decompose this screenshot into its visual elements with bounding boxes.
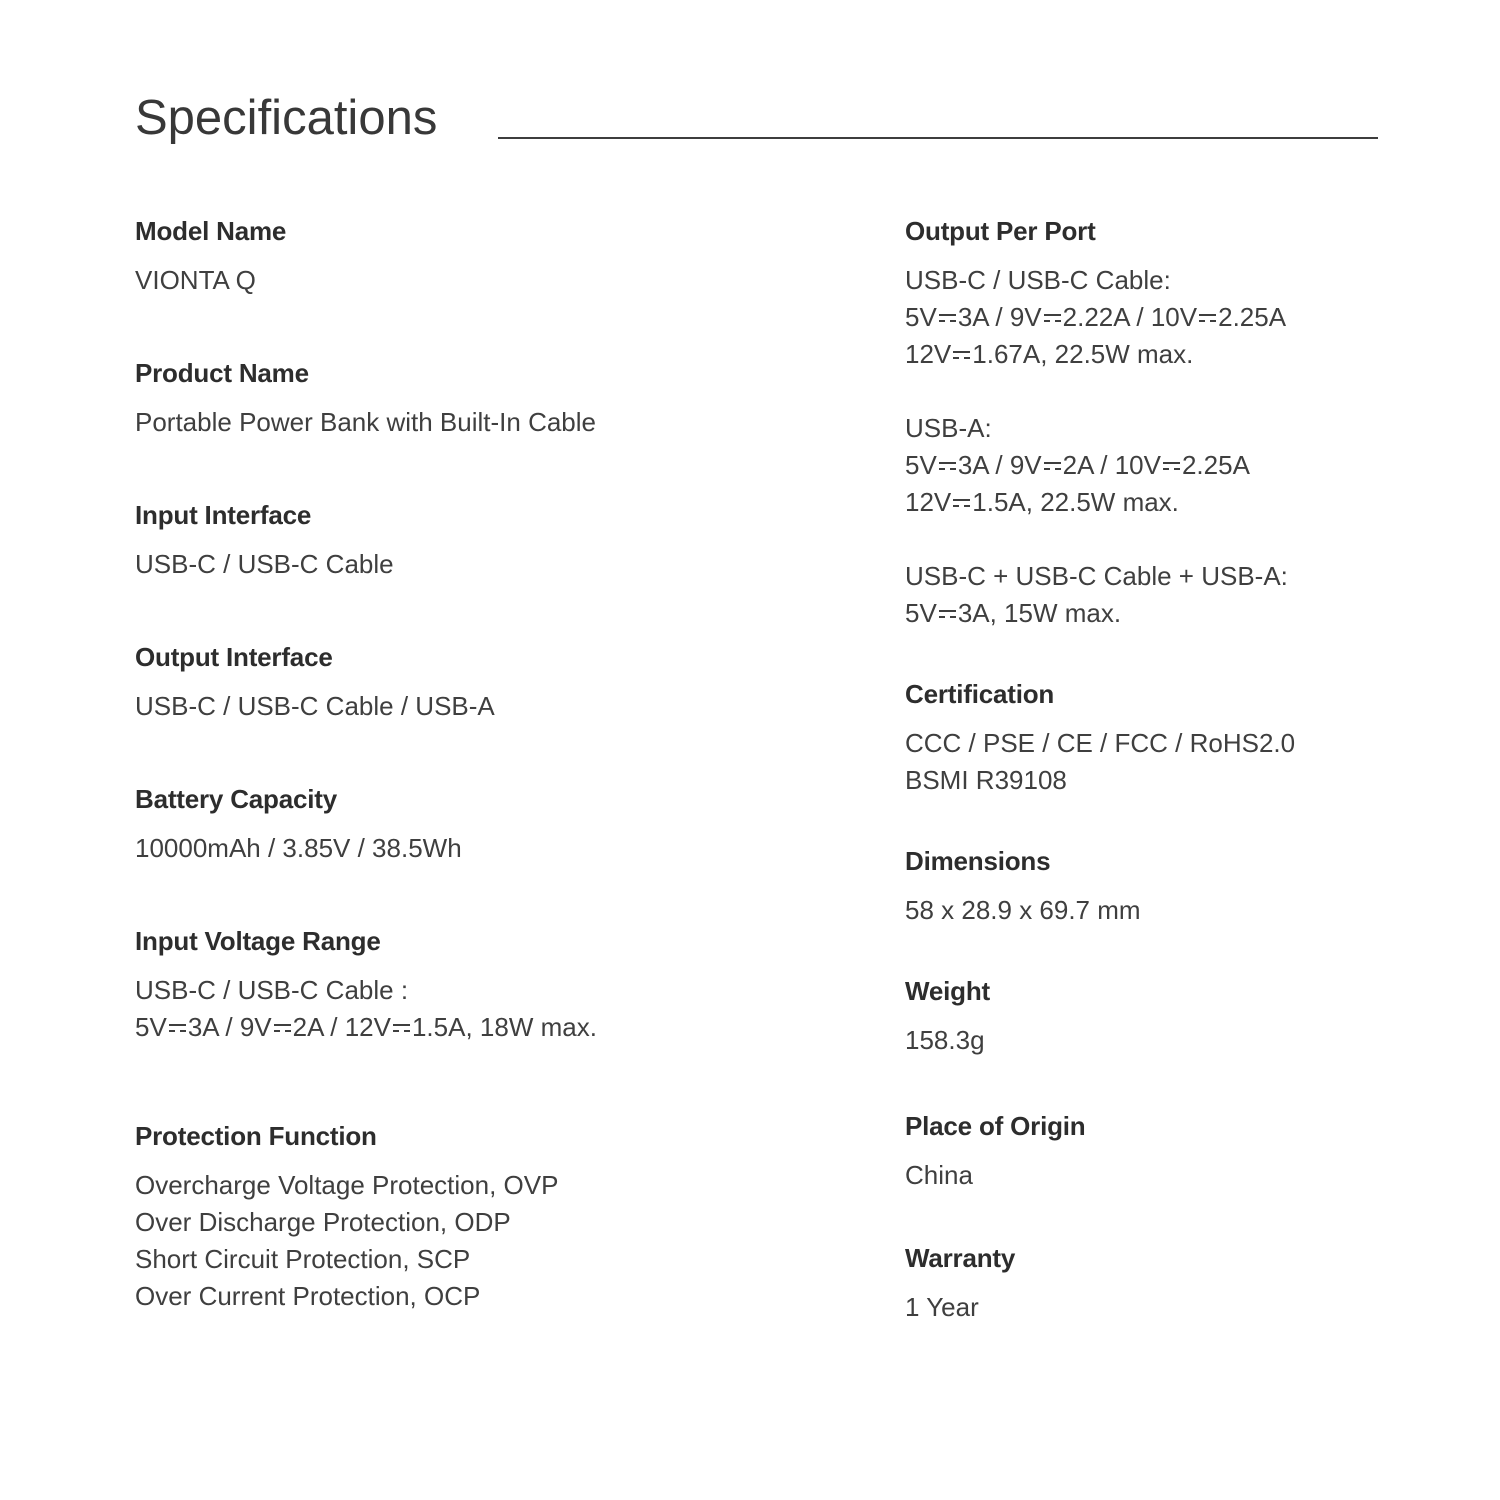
dc-symbol-icon [393,1023,410,1036]
dc-symbol-icon [953,498,970,511]
output-mode-group-usb-a [905,410,1445,521]
spec-label-output-interface: Output Interface [135,642,333,672]
spec-section-place-of-origin [905,1110,1445,1194]
dc-symbol-icon [169,1023,186,1036]
spec-label-battery-capacity: Battery Capacity [135,784,337,814]
spec-section-product-name [135,357,775,441]
spec-value-line: Over Current Protection, OCP [135,1281,481,1311]
spec-section-input-voltage-range [135,925,775,1046]
spec-value-line: 58 x 28.9 x 69.7 mm [905,895,1141,925]
spec-section-protection-function [135,1120,775,1315]
spec-section-battery-capacity [135,783,775,867]
dc-symbol-icon [1163,461,1180,474]
dc-symbol-icon [1044,461,1061,474]
title-rule [498,137,1378,139]
spec-value-line: BSMI R39108 [905,765,1067,795]
spec-section-model-name [135,215,775,299]
spec-section-certification [905,678,1445,799]
spec-value-line: 5V 3A, 15W max. [905,598,1122,628]
spec-column-left [135,215,775,1397]
dc-symbol-icon [939,313,956,326]
spec-label-place-of-origin: Place of Origin [905,1111,1086,1141]
spec-label-output-per-port: Output Per Port [905,216,1096,246]
spec-value-line: VIONTA Q [135,265,256,295]
spec-label-weight: Weight [905,976,990,1006]
dc-symbol-icon [274,1023,291,1036]
spec-section-output-per-port [905,215,1445,632]
spec-label-input-voltage-range: Input Voltage Range [135,926,381,956]
spec-value-line: USB-C / USB-C Cable: [905,265,1171,295]
spec-value-line: USB-C + USB-C Cable + USB-A: [905,561,1288,591]
spec-value-line: USB-C / USB-C Cable [135,549,394,579]
spec-value-line: USB-A: [905,413,992,443]
spec-value-line: China [905,1160,973,1190]
dc-symbol-icon [1199,313,1216,326]
spec-section-warranty [905,1242,1445,1326]
spec-column-right [905,215,1445,1382]
spec-value-line: USB-C / USB-C Cable / USB-A [135,691,495,721]
spec-value-line: CCC / PSE / CE / FCC / RoHS2.0 [905,728,1296,758]
spec-label-model-name: Model Name [135,216,287,246]
spec-value-line: 158.3g [905,1025,985,1055]
spec-value-line: 5V 3A / 9V 2A / 12V 1.5A, 18W max. [135,1012,597,1042]
spec-label-certification: Certification [905,679,1055,709]
spec-label-dimensions: Dimensions [905,846,1051,876]
spec-label-product-name: Product Name [135,358,309,388]
spec-value-line: Portable Power Bank with Built-In Cable [135,407,597,437]
spec-section-input-interface [135,499,775,583]
output-mode-group-usb-c-cable [905,262,1445,373]
spec-value-line: 12V 1.67A, 22.5W max. [905,339,1194,369]
spec-section-output-interface [135,641,775,725]
dc-symbol-icon [939,461,956,474]
spec-value-line: Short Circuit Protection, SCP [135,1244,471,1274]
spec-value-line: Over Discharge Protection, ODP [135,1207,511,1237]
spec-label-warranty: Warranty [905,1243,1016,1273]
spec-value-line: Overcharge Voltage Protection, OVP [135,1170,559,1200]
spec-value-line: 5V 3A / 9V 2A / 10V 2.25A [905,450,1250,480]
dc-symbol-icon [1044,313,1061,326]
spec-value-line: 10000mAh / 3.85V / 38.5Wh [135,833,462,863]
spec-label-input-interface: Input Interface [135,500,312,530]
spec-value-line: 1 Year [905,1292,979,1322]
spec-value-line: USB-C / USB-C Cable : [135,975,409,1005]
spec-section-dimensions [905,845,1445,929]
spec-section-weight [905,975,1445,1059]
spec-value-line: 5V 3A / 9V 2.22A / 10V 2.25A [905,302,1287,332]
output-mode-group-combined [905,558,1445,632]
dc-symbol-icon [953,350,970,363]
spec-value-line: 12V 1.5A, 22.5W max. [905,487,1179,517]
page-title: Specifications [135,91,438,145]
spec-label-protection-function: Protection Function [135,1121,377,1151]
dc-symbol-icon [939,609,956,622]
